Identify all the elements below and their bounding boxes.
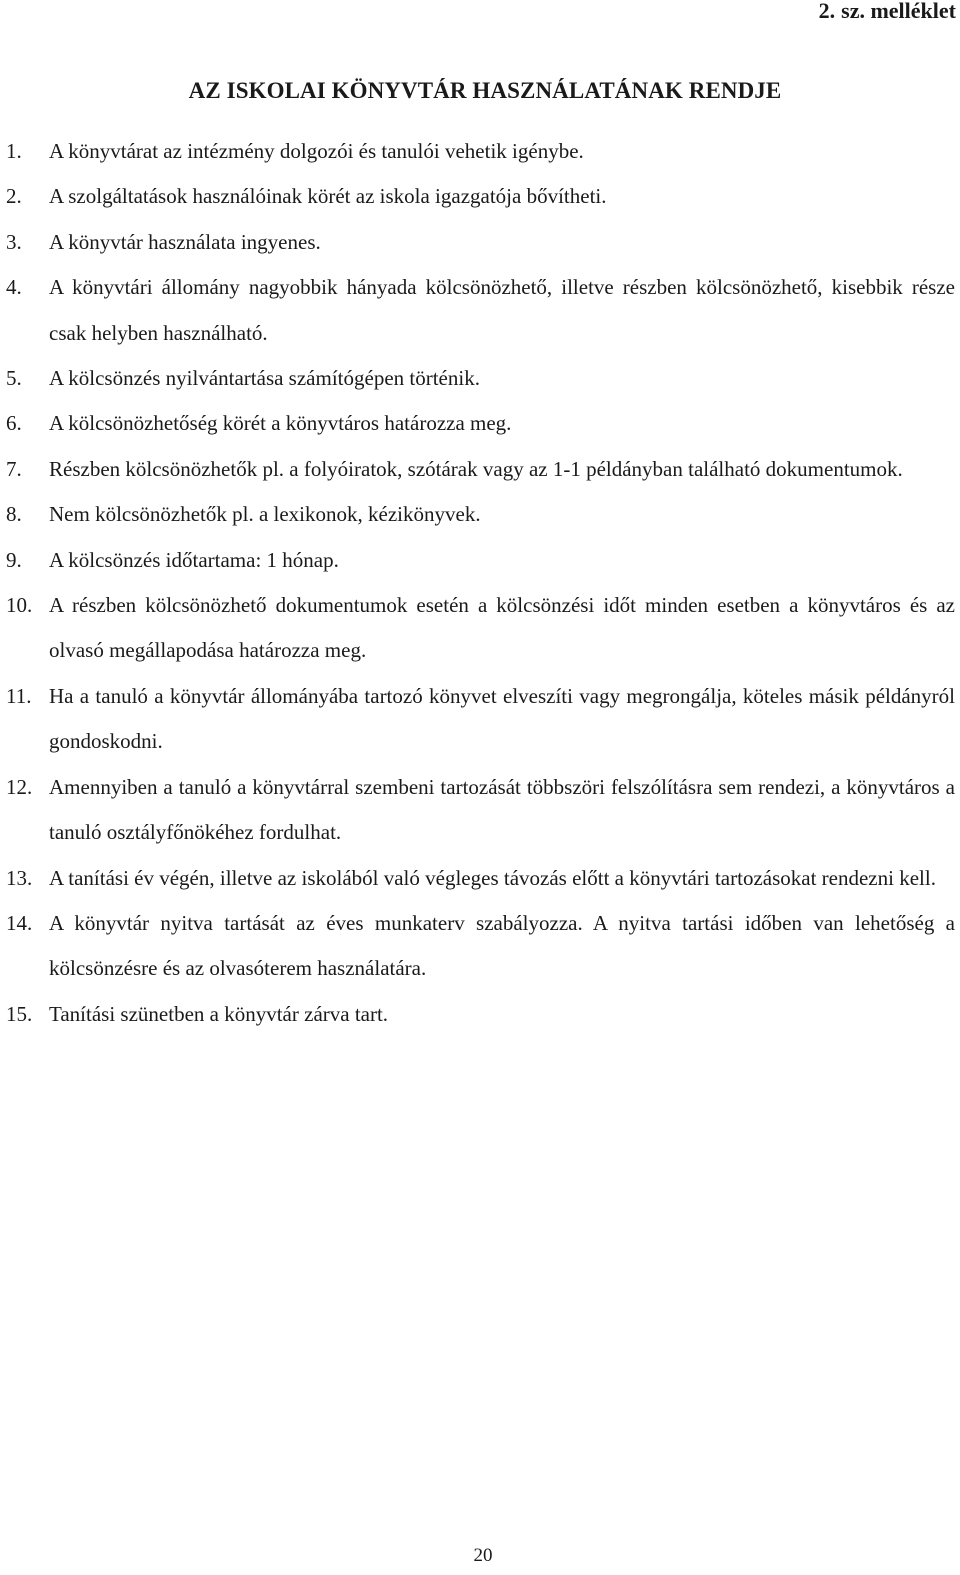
page-number: 20: [473, 1545, 493, 1566]
item-text: A kölcsönözhetőség körét a könyvtáros határozza meg.: [49, 411, 512, 436]
list-item: [0, 992, 955, 1037]
item-number: 12.: [6, 774, 33, 799]
item-text: A könyvtár nyitva tartását az éves munkaterv szabályozza. A nyitva tartási időben van lehetőség a kölcsönzésre és az olvasóterem használatára.: [49, 910, 955, 981]
item-text: A könyvtárat az intézmény dolgozói és tanulói vehetik igénybe.: [49, 139, 584, 163]
list-item: [0, 765, 955, 856]
document-title: AZ ISKOLAI KÖNYVTÁR HASZNÁLATÁNAK RENDJE: [188, 78, 782, 103]
item-number: 6.: [6, 411, 22, 436]
item-number: 13.: [6, 865, 33, 890]
item-text: Részben kölcsönözhetők pl. a folyóiratok, szótárak vagy az 1-1 példányban található dokumentumok.: [49, 456, 903, 481]
item-number: 4.: [6, 275, 22, 300]
item-text: A kölcsönzés időtartama: 1 hónap.: [49, 547, 339, 572]
item-text: A szolgáltatások használóinak körét az iskola igazgatója bővítheti.: [49, 184, 607, 209]
list-item: [0, 583, 955, 674]
list-item: [0, 401, 955, 446]
list-item: [0, 174, 955, 219]
list-item: [0, 674, 955, 765]
item-text: A könyvtár használata ingyenes.: [49, 229, 321, 254]
item-text: Nem kölcsönözhetők pl. a lexikonok, kézikönyvek.: [49, 502, 481, 527]
item-number: 9.: [6, 547, 22, 572]
rules-list: [0, 129, 955, 1037]
item-number: 11.: [6, 683, 32, 708]
item-number: 8.: [6, 502, 22, 527]
item-text: A részben kölcsönözhető dokumentumok esetén a kölcsönzési időt minden esetben a könyvtáros és az olvasó megállapodása határozza meg.: [49, 593, 955, 663]
list-item: [0, 901, 955, 992]
item-text: A könyvtári állomány nagyobbik hányada kölcsönözhető, illetve részben kölcsönözhető, kisebbik része csak helyben használható.: [49, 275, 955, 345]
item-number: 10.: [6, 593, 33, 618]
list-item: [0, 265, 955, 356]
item-text: A kölcsönzés nyilvántartása számítógépen történik.: [49, 366, 480, 391]
annex-label: [819, 0, 956, 24]
item-number: 7.: [6, 456, 22, 481]
item-number: 5.: [6, 366, 22, 391]
list-item: [0, 856, 955, 901]
item-text: Ha a tanuló a könyvtár állományába tartozó könyvet elveszíti vagy megrongálja, köteles másik példányról gondoskodni.: [49, 683, 955, 754]
item-number: 2.: [6, 184, 22, 209]
item-text: Amennyiben a tanuló a könyvtárral szembeni tartozását többszöri felszólításra sem rendezi, a könyvtáros a tanuló osztályfőnökéhez fordulhat.: [49, 774, 955, 845]
list-item: [0, 356, 955, 401]
annex-number: 2.: [818, 0, 836, 23]
item-text: Tanítási szünetben a könyvtár zárva tart.: [49, 1001, 389, 1026]
list-item: [0, 492, 955, 537]
item-text: A tanítási év végén, illetve az iskolából való végleges távozás előtt a könyvtári tartozásokat rendezni kell.: [49, 865, 936, 890]
item-number: 15.: [6, 1001, 33, 1026]
list-item: [0, 220, 955, 265]
list-item: [0, 447, 955, 492]
list-item: [0, 538, 955, 583]
list-item: [0, 129, 955, 174]
item-number: 3.: [6, 229, 22, 254]
item-number: 1.: [6, 139, 22, 163]
item-number: 14.: [6, 910, 33, 935]
annex-text: sz. melléklet: [841, 0, 956, 23]
